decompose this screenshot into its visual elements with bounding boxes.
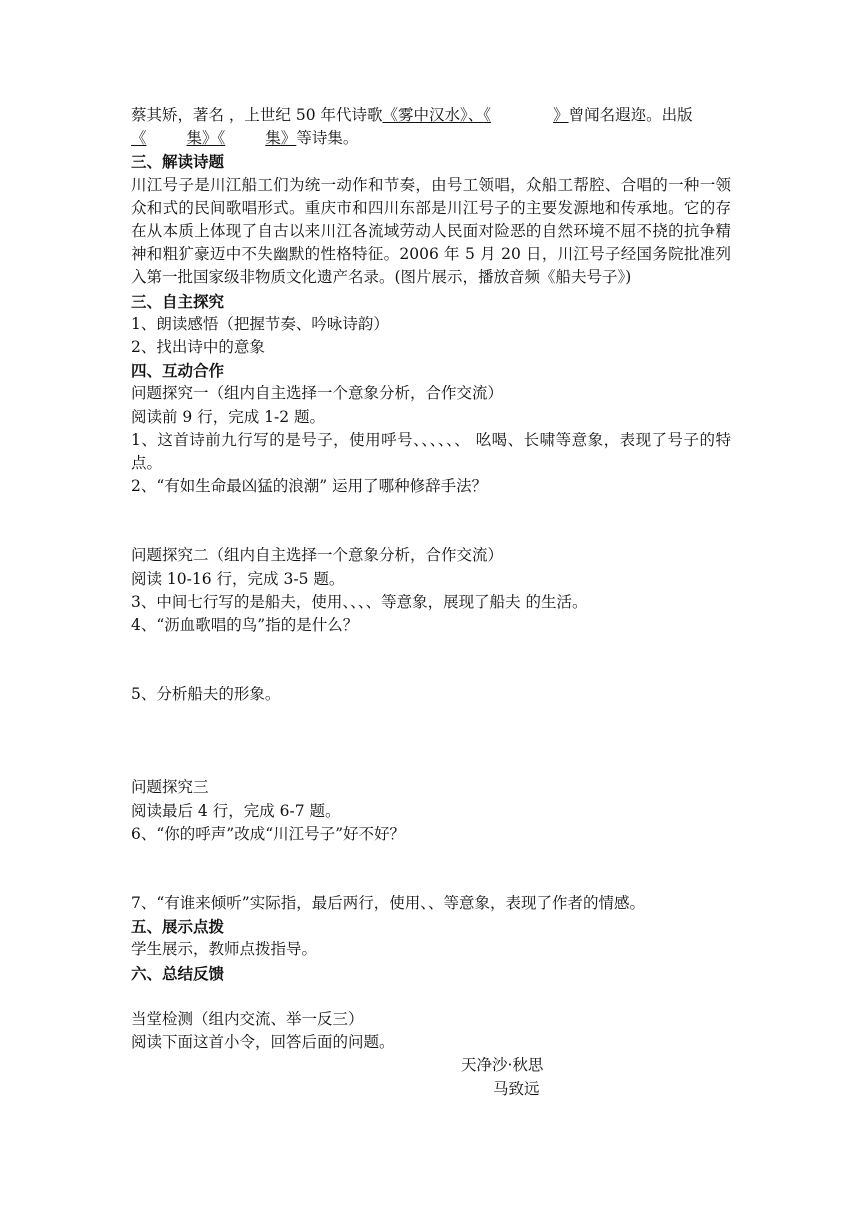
collection-1-close: 集》 bbox=[186, 129, 218, 148]
separator: 、 bbox=[467, 106, 484, 124]
section-heading-coop: 四、互动合作 bbox=[131, 361, 225, 381]
answer-space bbox=[131, 706, 731, 776]
q3-read: 阅读最后 4 行，完成 6-7 题。 bbox=[131, 801, 341, 820]
answer-space bbox=[131, 637, 731, 683]
q2-title: 问题探究二（组内自主选择一个意象分析，合作交流） bbox=[131, 546, 504, 565]
collection-2 bbox=[218, 129, 297, 147]
intro-paragraph bbox=[131, 104, 731, 150]
blank-collection-1 bbox=[147, 127, 187, 150]
document-content bbox=[131, 104, 731, 1101]
blank-collection-2 bbox=[225, 127, 265, 150]
poem-1-title: 《雾中汉水》 bbox=[382, 106, 468, 124]
poem-2-close: 》 bbox=[553, 106, 569, 124]
question-6: 6、“你的呼声”改成“川江号子”好不好？ bbox=[131, 824, 406, 843]
blank-line bbox=[131, 985, 731, 1008]
question-7: 7、“有谁来倾听”实际指，最后两行，使用、、等意象，表现了作者的情感。 bbox=[131, 894, 645, 913]
intro-text-2: 曾闻名遐迩。出版 bbox=[568, 106, 693, 124]
question-5: 5、分析船夫的形象。 bbox=[131, 685, 281, 704]
self-item-1: 1、朗读感悟（把握节奏、吟咏诗韵） bbox=[131, 314, 389, 333]
poem-author: 马致远 bbox=[493, 1079, 540, 1098]
poem-2-open: 《 bbox=[483, 106, 492, 124]
q2-read: 阅读 10-16 行，完成 3-5 题。 bbox=[131, 569, 345, 588]
section-heading-summary: 六、总结反馈 bbox=[131, 963, 225, 983]
section-heading-self: 三、自主探究 bbox=[131, 291, 225, 311]
answer-space bbox=[131, 498, 731, 544]
q1-title: 问题探究一（组内自主选择一个意象分析，合作交流） bbox=[131, 384, 504, 403]
blank-poem-2 bbox=[491, 104, 553, 127]
intro-text-3: 等诗集。 bbox=[296, 129, 359, 148]
collection-1-open: 《 bbox=[131, 129, 147, 148]
poem-title-underlined bbox=[383, 106, 569, 124]
collection-2-open: 《 bbox=[217, 129, 226, 148]
intro-text: 蔡其矫，著名 ，上世纪 50 年代诗歌 bbox=[131, 106, 383, 124]
collection-1 bbox=[131, 129, 218, 147]
answer-space bbox=[131, 846, 731, 892]
check-title: 当堂检测（组内交流、举一反三） bbox=[131, 1009, 364, 1028]
question-3: 3、中间七行写的是船夫，使用、、、、等意象，展现了船夫 的生活。 bbox=[131, 592, 588, 611]
question-4: 4、“沥血歌唱的鸟”指的是什么？ bbox=[131, 616, 359, 635]
q3-title: 问题探究三 bbox=[131, 778, 209, 797]
question-2: 2、“有如生命最凶猛的浪潮” 运用了哪种修辞手法？ bbox=[131, 477, 488, 496]
section-title-body: 川江号子是川江船工们为统一动作和节奏，由号工领唱，众船工帮腔、合唱的一种一领众和式的民间歌唱形式。重庆市和四川东部是川江号子的主要发源地和传承地。它的存在从本质上体现了自古以来川江各流域劳动人民面对险恶的自然环境不屈不挠的抗争精神和粗犷豪迈中不失幽默的性格特征。2006 年 5 月 20 日，川江号子经国务院批准列入第一批国家级非物质文化遗产名录。(图片展示，播放音频《船夫号子》) bbox=[131, 175, 731, 287]
check-read: 阅读下面这首小令，回答后面的问题。 bbox=[131, 1033, 395, 1052]
poem-title: 天净沙·秋思 bbox=[461, 1056, 544, 1075]
question-1: 1、这首诗前九行写的是号子，使用呼号、、、、、、 吆喝、长啸等意象，表现了号子的特点。 bbox=[131, 430, 731, 473]
q1-read: 阅读前 9 行，完成 1-2 题。 bbox=[131, 407, 326, 426]
section-heading-show: 五、展示点拨 bbox=[131, 917, 225, 937]
section-heading-title: 三、解读诗题 bbox=[131, 152, 225, 172]
collection-2-close: 集》 bbox=[265, 129, 297, 148]
self-item-2: 2、找出诗中的意象 bbox=[131, 338, 265, 357]
show-body: 学生展示，教师点拨指导。 bbox=[131, 940, 318, 959]
